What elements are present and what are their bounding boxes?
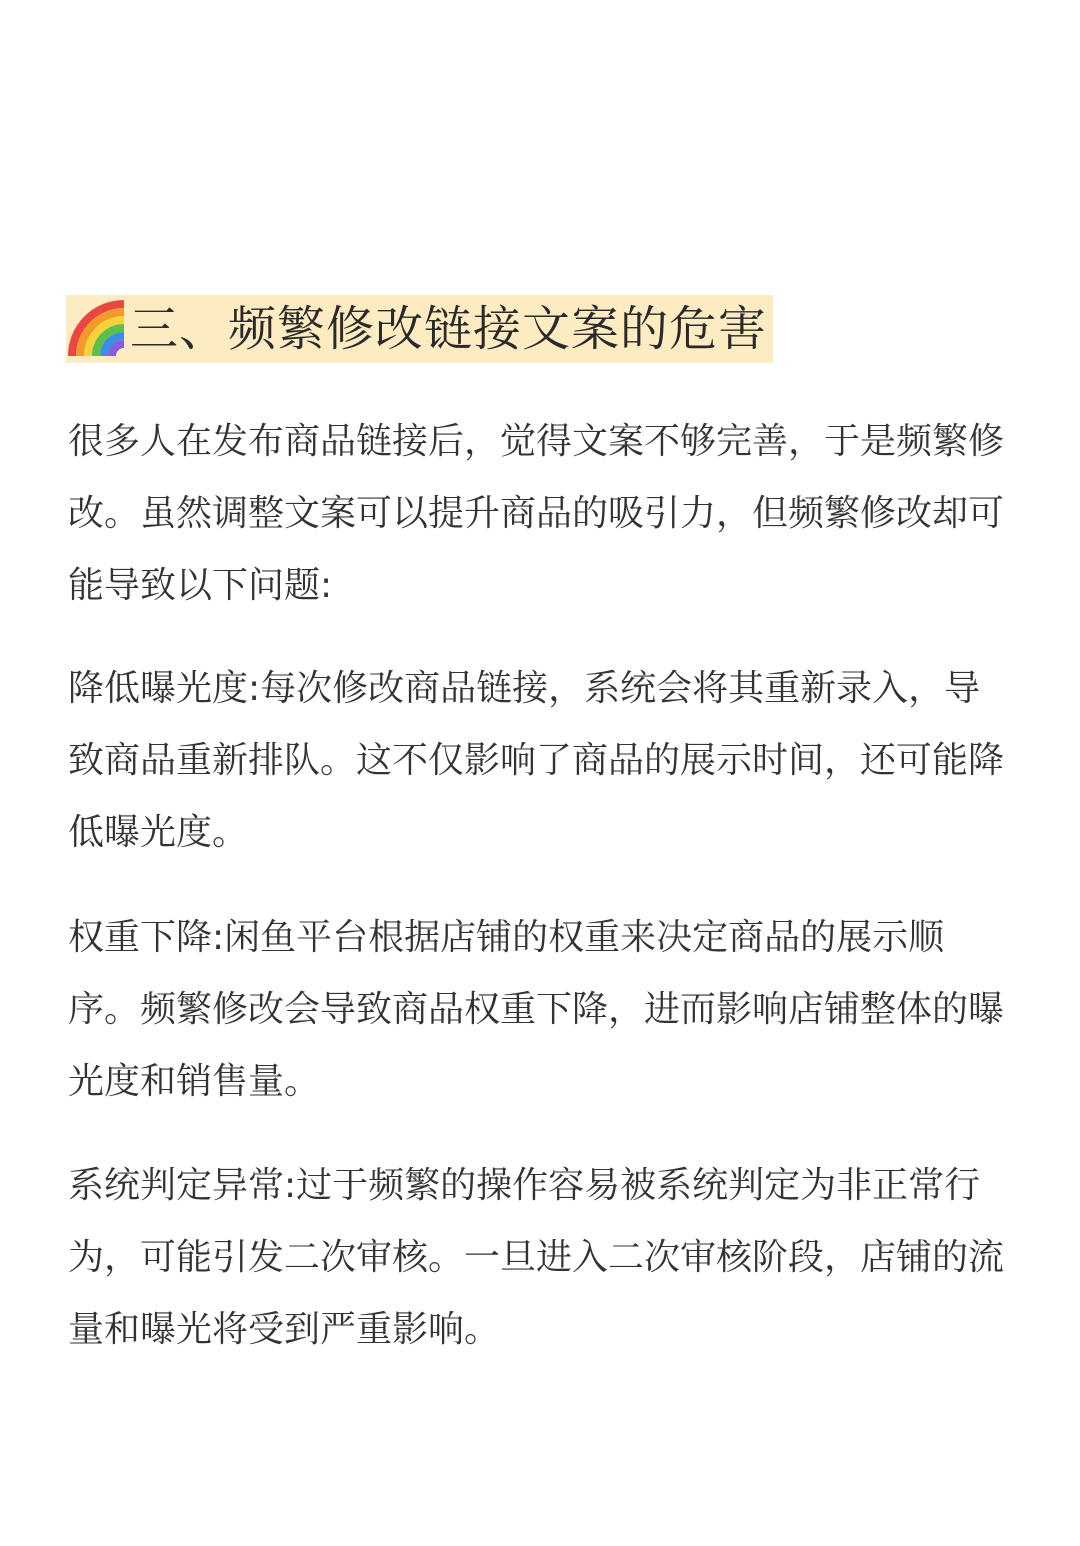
heading-title: 三、频繁修改链接文案的危害: [130, 301, 768, 357]
intro-paragraph: 很多人在发布商品链接后，觉得文案不够完善，于是频繁修改。虽然调整文案可以提升商品的吸引力，但频繁修改却可能导致以下问题:: [68, 421, 1005, 606]
rainbow-icon: [66, 298, 128, 360]
section-heading: [66, 295, 773, 363]
exposure-paragraph: 降低曝光度:每次修改商品链接，系统会将其重新录入，导致商品重新排队。这不仅影响了商品的展示时间，还可能降低曝光度。: [68, 668, 1005, 853]
weight-paragraph: 权重下降:闲鱼平台根据店铺的权重来决定商品的展示顺序。频繁修改会导致商品权重下降，进而影响店铺整体的曝光度和销售量。: [68, 917, 1005, 1102]
system-anomaly-paragraph: 系统判定异常:过于频繁的操作容易被系统判定为非正常行为，可能引发二次审核。一旦进入二次审核阶段，店铺的流量和曝光将受到严重影响。: [68, 1165, 1005, 1350]
